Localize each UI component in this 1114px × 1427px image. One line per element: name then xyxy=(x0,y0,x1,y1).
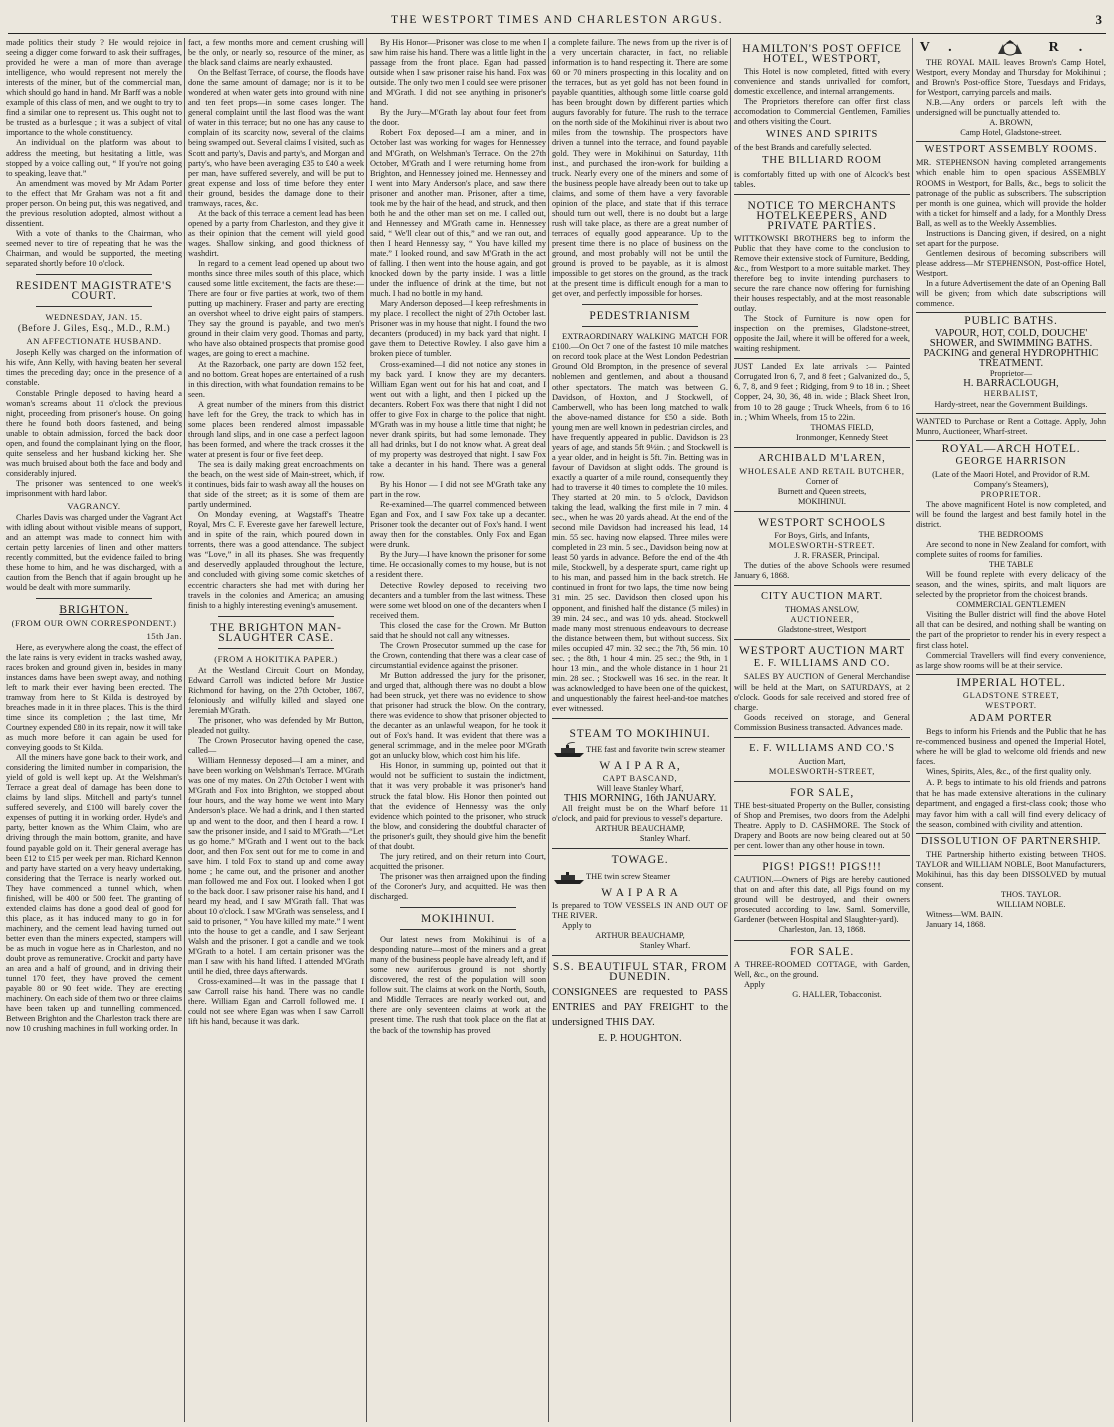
advert-text: Commercial Travellers will find every convenience, as large show rooms will be at their service. xyxy=(916,651,1106,675)
advert-towage xyxy=(552,849,728,955)
court-date: WEDNESDAY, JAN. 15. xyxy=(45,312,143,323)
section-heading: RESIDENT MAGISTRATE'S COURT. xyxy=(15,280,173,303)
section-rule xyxy=(36,598,152,599)
section-heading: MOKIHINUI. xyxy=(420,913,496,926)
advert-subheading: WINES AND SPIRITS xyxy=(765,129,879,141)
advert-heading: TOWAGE. xyxy=(611,854,669,867)
article-paragraph: An amendment was moved by Mr Adam Porter to the effect that Mr Graham was not a fit and proper person. On being put, this was negatived, and the previous resolution adopted, almost without a dissentient. xyxy=(6,178,182,228)
advert-text: MOLESWORTH-STREET, xyxy=(768,766,876,776)
column-6 xyxy=(916,38,1106,1422)
advert-heading: HAMILTON'S POST OFFICE HOTEL, WESTPORT, xyxy=(742,43,902,66)
article-paragraph: The Crown Prosecutor summed up the case for the Crown, contending that there was a clear case of circumstantial evidence against the prisoner. xyxy=(370,640,546,670)
column-divider xyxy=(548,38,549,1422)
advert-text: Corner of xyxy=(805,476,839,486)
article-paragraph: By his Honor — I did not see M'Grath take any part in the row. xyxy=(370,480,546,500)
article-paragraph: The prisoner, who was defended by Mr Button, pleaded not guilty. xyxy=(188,716,364,736)
advert-hamiltons-hotel xyxy=(734,38,910,195)
advert-heading: FOR SALE. xyxy=(789,945,855,958)
article-paragraph: The jury retired, and on their return into Court, acquitted the prisoner. xyxy=(370,851,546,871)
article-paragraph: The sea is daily making great encroachments on the beach, on the west side of Main-street, which, if it continues, bids fair to wash away all the houses on that side of the street; as it is some of them are partly undermined. xyxy=(188,459,364,510)
column-5 xyxy=(734,38,910,1422)
advert-mclaren-butcher xyxy=(734,448,910,512)
article-paragraph: Re-examined—The quarrel commenced between Egan and Fox, and I saw Fox take up a decanter. Prisoner took the decanter out of Fox's hand. I went away then for the constables. Only Fox and Egan were drunk. xyxy=(370,500,546,550)
advert-text: Hardy-street, near the Government Buildings. xyxy=(916,400,1106,414)
steamship-icon xyxy=(552,742,586,758)
article-paragraph: made politics their study ? He would rejoice in seeing a digger come forward to ask their suffrages, provided he were a man of more than average intelligence, who would represent not merely the interests of the miner, but of the commercial man, which should go hand in hand. Mr Barff was a noble example of this class of men, and we ought to try to find a similar one to represent us. This ought not to be trusted as a burlesque ; it was a subject of vital importance to the whole constituency. xyxy=(6,38,182,138)
advert-text: A. P. begs to intimate to his old friends and patrons that he has made extensive alterations in the culinary department, and engaged a first-class cook; those who may favor him with a call will find every delicacy of the season, combined with civility and attention. xyxy=(916,777,1106,834)
advert-heading: S.S. BEAUTIFUL STAR, FROM DUNEDIN. xyxy=(552,960,728,983)
advert-notice-to-merchants xyxy=(734,195,910,360)
section-rule xyxy=(218,616,334,617)
advert-text: AUCTIONEER, xyxy=(790,615,854,625)
column-divider xyxy=(184,38,185,1422)
advert-signature: A. BROWN, xyxy=(989,118,1033,128)
section-rule xyxy=(400,929,516,930)
ship-name: W A I P A R A xyxy=(601,886,679,899)
section-rule xyxy=(218,648,334,649)
advert-text: Burnett and Queen streets, xyxy=(777,486,867,496)
advert-text: Begs to inform his Friends and the Public that he has re-commenced business and opened the Imperial Hotel, where he will be glad to welcome old friends and new faces. xyxy=(916,726,1106,766)
article-paragraph: By the Jury—I have known the prisoner for some time. He occasionally comes to my house, but is not a resident there. xyxy=(370,550,546,580)
article-paragraph: Mr Button addressed the jury for the prisoner, and urged that, although there was no doubt a blow had been struck, yet there was no evidence to show that prisoner had struck the blow. On the contrary, there was evidence to show that prisoner objected to the decanter as an unlawful weapon, for he took it out of Fox's hand. It was evident that there was a general scrimmage, and in the melee poor M'Grath got an unlucky blow, which cost him his life. xyxy=(370,670,546,761)
advert-text: Apply to xyxy=(562,920,592,930)
advert-text: MOKIHINUI. xyxy=(798,496,846,506)
article-paragraph: This closed the case for the Crown. Mr Button said that he should not call any witnesses. xyxy=(370,620,546,640)
article-paragraph: In regard to a cement lead opened up about two months since three miles south of this place, which caused some little excitement, the facts are these:—There are four or five parties at work, two of them putting up machinery. Fraser and party are erecting an overshot wheel to drive eight pairs of stampers. They say the ground is payable, and two men's ground in their claim very good. Thomas and party, who have also obtained prospects that promise good wages, are going to erect a machine. xyxy=(188,259,364,359)
advert-text: Apply xyxy=(744,979,765,989)
steamship-icon xyxy=(552,869,586,885)
advert-text: N.B.—Any orders or parcels left with the undersigned will be punctually attended to. xyxy=(916,98,1106,118)
advert-heading: ARCHIBALD M'LAREN, xyxy=(758,452,886,464)
article-paragraph: All the miners have gone back to their work, and considering the limited number in comparision, the yield of gold is well kept up. At the Welshman's Terrace a great deal of damage has been done to claims by land slips. Mitchell and party's tunnel suffered severely, and £100 will barely cover the expenses of putting it in working order. Hyde's and party, better known as the Whim Claim, who are driving through the main bottom, granite, and have found payable gold on it. Their general average has been £12 to £15 per week per man. Richard Kennon and party have started on a very heavy undertaking, considering that the Terrace is nearly worked out. They have commenced a tunnel which, when finished, will be 400 or 500 feet. The granting of extended claims has done a good deal of good for this place, as it has induced many to go in for machinery, and the cement lead having turned out better even than the miners expected, stampers will be as much in vogue here as in Charleston, and no doubt prove as remunerative. Crockit and party have an area and a half of ground, and in driving their tunnel 170 feet, they have proved the cement payable 80 or 90 feet wide. They are erecting machinery. On each side of them two or three claims have been taken up and tunnelling commenced. Between Brighton and the Charleston track there are now 10 crushing machines in full working order. In xyxy=(6,753,182,1034)
advert-text: Visiting the Buller district will find the above Hotel all that can be desired, and nothing shall be wanting on the part of the proprietor to render his in every respect a first class hotel. xyxy=(916,610,1106,650)
court-before: (Before J. Giles, Esq., M.D., R.M.) xyxy=(17,323,171,335)
advert-text: MR. STEPHENSON having completed arrangements which enable him to open spacious ASSEMBLY ROOMS in Westport, for Balls, &c., begs to solicit the patronage of the public as subscribers. The subscription per month is one guinea, which will provide the holder with a ticket for himself and a lady, for a Monthly Dress Ball, as well as to the Weekly Assemblies. xyxy=(916,158,1106,228)
article-paragraph: An individual on the platform was about to address the meeting, but hesitating a little, was stopped by a voice calling out, “ If you're not going to speaking, leave that.” xyxy=(6,138,182,178)
column-divider xyxy=(730,38,731,1422)
article-paragraph: On the Belfast Terrace, of course, the floods have done the same amount of damage; nor is it to be wondered at when water gets into ground with nine and ten feet props—in some cases longer. The general complaint until the last flood was the want of water in this terrace; but no one has any cause to complain of its scarcity now, several of the claims being swamped out. Several claims I visited, such as Scott and party's, Davis and party's, and Morgan and party's, who have been averaging £35 to £40 a week per man, have suffered severely, and will be put to great expense and loss of time before they enter their ground, besides the damage done to their tramways, races, &c. xyxy=(188,68,364,208)
advert-text: Goods received on storage, and General Commission Business transacted. Advances made. xyxy=(734,712,910,732)
advert-text: Wines, Spirits, Ales, &c., of the first quality only. xyxy=(926,767,1092,777)
section-rule xyxy=(36,274,152,275)
advert-text: of the best Brands and carefully selected. xyxy=(734,143,872,153)
advert-text: THE fast and favorite twin screw steamer xyxy=(586,745,726,755)
article-paragraph: At the back of this terrace a cement lead has been opened by a party from Charleston, and they give it as their opinion that the cement will yield good wages. Shallow sinking, and good thickness of washdirt. xyxy=(188,208,364,258)
advert-text: WESTPORT. xyxy=(985,700,1037,710)
article-paragraph: William Hennessy deposed—I am a miner, and have been working on Welshman's Terrace. M'Grath was one of my mates. On 27th October I went with M'Grath and Fox into Brighton, we stopped about four hours, and the way home we went into Mary Anderson's place. We had a drink, and I then started up and went to the door, and then I heard a row. I saw the prisoner inside, and I said to M'Grath—“Let us go home.” M'Grath and I went out to the back door, and then Fox sent out for me to come in and save him. I told Fox to stand up and come away home ; he came out, and the prisoner and another man followed me and Fox out. I looked when I got to the back door. I saw prisoner raise his hand, and I heard my head, and I saw M'Grath fall. That was about 10 o'clock. I saw M'Grath was senseless, and I said to prisoner, “ You have killed my mate.” I went into the house to get a candle, and I saw Serjeant Walsh and the prisoner. I got a candle and we took M'Grath to a hotel. I am certain prisoner was the man I saw with his hand lifted. I attended M'Grath until he died, three days afterwards. xyxy=(188,756,364,977)
column-4 xyxy=(552,38,728,1422)
advert-text: Is prepared to TOW VESSELS IN AND OUT OF THE RIVER. xyxy=(552,900,728,920)
advert-text: CAUTION.—Owners of Pigs are hereby cautioned that on and after this date, all Pigs found on my ground will be destroyed, and their owners prosecuted according to law. Saml. Somerville, Gardener (between Hospital and Slaughter-yard). xyxy=(734,875,910,925)
article-paragraph: The prisoner was sentenced to one week's imprisonment with hard labor. xyxy=(6,478,182,498)
advert-subheading: COMMERCIAL GENTLEMEN xyxy=(956,600,1066,610)
article-paragraph: fact, a few months more and cement crushing will be the only, or nearly so, resource of the miner, as the black sand claims are nearly exhausted. xyxy=(188,38,364,68)
advert-text: Witness—WM. BAIN. xyxy=(926,910,1003,920)
article-paragraph: With a vote of thanks to the Chairman, who seemed never to tire of repeating that he was the Chairman, and would be supported, the meeting separated shortly before 10 o'clock. xyxy=(6,228,182,269)
article-paragraph: Constable Pringle deposed to having heard a woman's screams about 11 o'clock the previous night, proceeding from prisoner's house. On going there he found both doors fastened, and being unable to obtain admission, forced the back door open, and found the complainant lying on the floor, quite senseless and her husband kicking her. She was much bruised about both the face and body and considerably injured. xyxy=(6,388,182,478)
advert-beautiful-star xyxy=(552,956,728,1048)
advert-text: WITTKOWSKI BROTHERS beg to inform the Public that they have come to the conclusion to Remove their extensive stock of Furniture, Bedding, &c., from Westport to a more suitable market. They therefore beg to invite intending purchasers to secure the rare chance now offering for furnishing their houses respectably, and at the most reasonable outlay. xyxy=(734,233,910,314)
article-paragraph: By the Jury—M'Grath lay about four feet from the door. xyxy=(370,108,546,128)
advert-text: This Hotel is now completed, fitted with every convenience and stands unrivalled for comfort, domestic excellence, and internal arrangements. xyxy=(734,67,910,97)
advert-signature: ARTHUR BEAUCHAMP, xyxy=(595,930,685,940)
advert-heading: PIGS! PIGS!! PIGS!!! xyxy=(762,861,882,874)
section-rule xyxy=(582,304,698,305)
page-number: 3 xyxy=(1095,12,1102,27)
advert-text: Are second to none in New Zealand for comfort, with complete suites of rooms for families. xyxy=(916,540,1106,560)
advert-subheading: THE BEDROOMS xyxy=(978,530,1044,540)
article-paragraph: Robert Fox deposed—I am a miner, and in October last was working for wages for Hennessey and M'Grath, on Welshman's Terrace. On the 27th October, M'Grath and I were returning home from Brighton, and Hennessey joined me. Hennessey and I went into Mary Anderson's place, and saw there prisoner and another man. Prisoner, after a time, took me by the hair of the head, and struck, and then both he and the other man set on me. I called out, and Hennessey and M'Grath came in. Hennessey said, “ We'll clear out of this,” and we ran out, and then I heard Hennessy say, “ You have killed my mate.” I looked round, and saw M'Grath in the act of falling. I then went into the house again, and got knocked down by the party inside. I was a little under the influence of drink at the time, but not much. I had no bottle in my hand. xyxy=(370,128,546,299)
advert-pigs-caution xyxy=(734,856,910,940)
article-paragraph: Here, as everywhere along the coast, the effect of the late rains is very evident in tracks washed away, races broken and ground given in, besides in many instances dams have been swept away, and nothing left to mark their ever having been erected. The tramway from here to St Kilda is destroyed by breaches made in it in three places. This is the third time since its completion ; the last time, Mr Courtney expended £80 in its repair, now it will take as much more before it can again be used for conveying goods to St Kilda. xyxy=(6,642,182,753)
royal-crest xyxy=(916,40,1106,56)
section-rule xyxy=(36,306,152,307)
advert-heading: WESTPORT SCHOOLS xyxy=(758,516,886,529)
advert-text: CONSIGNEES are requested to PASS ENTRIES and PAY FREIGHT to the undersigned THIS DAY. xyxy=(552,986,728,1028)
advert-place: Stanley Wharf. xyxy=(639,834,691,844)
advert-signature: G. HALLER, Tobacconist. xyxy=(792,989,882,999)
advert-text: Charleston, Jan. 13, 1868. xyxy=(778,925,866,935)
advert-heading: ROYAL—ARCH HOTEL. xyxy=(941,442,1081,455)
article-paragraph: EXTRAORDINARY WALKING MATCH FOR £100.—On Oct 7 one of the fastest 10 mile matches on record took place at the West London Pedestrian Ground Old Brompton, in the presence of several noblemen and gentlemen, and about a thousand other spectators. The match was between G. Davidson, of Hoxton, and J Stockwell, of Camberwell, who has been long matched to walk the above-named distance for £50 a side. Both young men are well known in pedestrian circles, and have frequently appeared in public. Davidson is 23 years of age, and stands 5ft 9½in. ; and Stockwell is a year older, and in height is 5ft. 7in. Betting was in favour of Davidson at slight odds. The ground is exactly a quarter of a mile round, consequently they had to traverse it 40 times to complete the 10 miles. They started at 20 min. to 5 o'clock, Davidson taking the lead, walking the first mile in 7 min. 4 sec., when he was 20 yards ahead. At the end of the second mile Davidson had increased his lead, 14 min. 55 sec. having now elapsed. Three miles were completed in 23 min. 5 sec., Davidson being now at least 50 yards in advance. Before the end of the 4th mile, Stockwell, by a desperate spurt, came right up to his man, and passed him in the back stretch. He continued in front for two laps, the time now being 31 min. 25 sec. Davidson then closed upon his opponent, and finished half the distance (5 miles) in 39 min. 24 sec., and was 10 yds. ahead. Stockwell made many most strenuous endeavours to decrease the distance between them, but without success. Six miles occupied 47 min. 32 sec.; the 7th, 56 min. 10 sec. ; the 8th, 1 hour 4 min. 25 sec.; the 9th, in 1 hour 13 min., and the whole distance in 1 hour 21 min. 28 sec. ; Stockwell was 16 sec. in the rear. It was acknowledged to have been one of the quickest, and unquestionably the fairest heel-and-toe matches ever witnessed. xyxy=(552,332,728,713)
crest-letter-v: V. xyxy=(919,40,972,56)
advert-heading: STEAM TO MOKIHINUI. xyxy=(569,728,711,741)
advert-text: (Late of the Maori Hotel, and Providor of R.M. Company's Steamers), xyxy=(932,469,1090,489)
article-paragraph: Our latest news from Mokihinui is of a desponding nature—most of the miners and a great many of the business people have already left, and if some new auriferous ground is not shortly discovered, the rest of the population will soon follow suit. The claims at work on the North, South, and Middle Terraces are nearly worked out, and there are only seventeen claims at work at the present time. The rush that took place on the flat at the back of the township has proved xyxy=(370,935,546,1035)
advert-heading: FOR SALE, xyxy=(789,786,855,799)
section-heading: PEDESTRIANISM xyxy=(589,310,691,323)
advert-text: All freight must be on the Wharf before 11 o'clock, and paid for previous to vessel's departure. xyxy=(552,804,728,824)
article-paragraph: Charles Davis was charged under the Vagrant Act with idling about without visible means of support, and an attempt was made to connect him with certain petty larcenies of linen and other matters recently committed, but the evidence failed to bring these home to him, and he was discharged, with a caution from the Bench that if again brought up he would be dealt with more summarily. xyxy=(6,513,182,593)
correspondent-line: (FROM OUR OWN CORRESPONDENT.) xyxy=(11,618,177,629)
advert-text: A THREE-ROOMED COTTAGE, with Garden, Well, &c., on the ground. xyxy=(734,959,910,979)
advert-text: The Stock of Furniture is now open for inspection on the premises, Gladstone-street, opposite the Jail, where it will be offered for a week, waiting reshipment. xyxy=(734,314,910,354)
advert-text: MOLESWORTH-STREET. xyxy=(768,541,876,551)
advert-text: HERBALIST, xyxy=(983,389,1039,399)
advert-text: THOMAS ANSLOW, xyxy=(785,605,859,615)
advert-text: For Boys, Girls, and Infants, xyxy=(774,530,870,540)
advert-signature: WILLIAM NOBLE. xyxy=(996,900,1066,910)
article-paragraph: Detective Rowley deposed to receiving two decanters and a tumbler from the last witness. These were some wet blood on one of the decanters when I received them. xyxy=(370,580,546,620)
advert-signature: THOMAS FIELD, xyxy=(810,422,874,432)
article-paragraph: Mary Anderson deposed—I keep refreshments in my place. I recollect the night of 27th October last. Prisoner was in my house that night. I found the two decanters (produced) in my back yard that night. I gave them to Detective Rowley. I also gave him a broken piece of tumbler. xyxy=(370,299,546,359)
advert-just-landed xyxy=(734,359,910,447)
masthead-rule xyxy=(8,33,1106,34)
source-line: (FROM A HOKITIKA PAPER.) xyxy=(214,653,338,664)
article-paragraph: a complete failure. The news from up the river is of a very uncertain character, in fact, no reliable information is to hand respecting it. There are some 60 or 70 miners prospecting in this locality and on the terraces, but as yet gold has not been found in payable quantities, although some little coarse gold has been brought down by different parties which augurs favorably for future. The rush to the terrace on the north side of the Mokihinui river is about two miles from the township. The prospectors have driven a tunnel into the terrace, and found payable gold. They were in Mokihinui on Saturday, 11th inst., and purchased the iron-work for building a truck. Nearly every one of the miners and some of the business people have already been out to take up claims, and some of them have a very favorable opinion of the place, and state that if this terrace should turn out well, there is no doubt but a large rush will take place, as there are a great number of terraces of equally good appearance. Up to the present time there is no place of business on the ground, and most probably will not be until the ground is proved to be payable, as it is almost impossible to get stores on the ground, as the track at the present time is difficult enough for a man to get over, and perfectly impossible for horses. xyxy=(552,38,728,299)
advert-heading: IMPERIAL HOTEL. xyxy=(956,676,1066,689)
advert-subheading: GEORGE HARRISON xyxy=(955,455,1067,467)
advert-westport-auction-mart xyxy=(734,640,910,737)
advert-text: THE ROYAL MAIL leaves Brown's Camp Hotel, Westport, every Monday and Thursday for Mokihinui ; and Brown's Post-office Store, Tuesdays and Fridays, for Westport, carrying parcels and mails. xyxy=(916,58,1106,98)
column-divider xyxy=(366,38,367,1422)
advert-heading: PUBLIC BATHS. xyxy=(964,315,1058,328)
advert-text: The duties of the above Schools were resumed January 6, 1868. xyxy=(734,561,910,581)
advert-heading: CITY AUCTION MART. xyxy=(761,591,883,603)
column-3 xyxy=(370,38,546,1422)
advert-heading: WESTPORT ASSEMBLY ROOMS. xyxy=(924,144,1098,156)
column-1 xyxy=(6,38,182,1422)
advert-text: THE Partnership hitherto existing between THOS. TAYLOR and WILLIAM NOBLE, Boot Manufacturers, Mokihinui, has this day been DISSOLVED by mutual consent. xyxy=(916,850,1106,890)
advert-text: THIS MORNING, 16th JANUARY. xyxy=(563,793,717,805)
advert-subheading: ADAM PORTER xyxy=(969,712,1053,724)
advert-text: WANTED to Purchase or Rent a Cottage. Apply, John Munro, Auctioneer, Wharf-street. xyxy=(916,414,1106,441)
article-paragraph: Cross-examined—I did not notice any stones in my back yard. I know they are my decanters. William Egan went out for his hat and coat, and I went out with a light, and then I picked up the decanters. Robert Fox was there that night I did not offer to give Fox in charge to the police that night. M'Grath was in my house a little time that night; he never drank spirits, but had some lemonade. They all had drinks, but I do not know what. A great deal of my property was destroyed that night. I saw Fox take a decanter in his hand. There was a general row. xyxy=(370,359,546,480)
advert-text: In a future Advertisement the date of an Opening Ball will be given; from which date subscriptions will commence. xyxy=(916,279,1106,313)
advert-subheading: E. F. WILLIAMS AND CO. xyxy=(753,658,891,670)
advert-for-sale-property xyxy=(734,782,910,856)
advert-text: Auction Mart, xyxy=(798,756,846,766)
advert-text: January 14, 1868. xyxy=(926,920,986,930)
newspaper-title: THE WESTPORT TIMES AND CHARLESTON ARGUS. xyxy=(391,14,723,26)
advert-subheading: WHOLESALE AND RETAIL BUTCHER, xyxy=(739,466,905,476)
advert-text: H. BARRACLOUGH, xyxy=(963,378,1059,390)
article-paragraph: Cross-examined—It was in the passage that I saw Carroll raise his hand. There was no candle there. William Egan and Carroll followed me. I could not see where Egan was when I saw Carroll lift his hand, because it was dark. xyxy=(188,977,364,1027)
advert-heading: NOTICE TO MERCHANTS HOTELKEEPERS, AND PRIVATE PARTIES. xyxy=(747,199,897,232)
advert-text: THE twin screw Steamer xyxy=(586,871,671,881)
advert-place: Camp Hotel, Gladstone-street. xyxy=(916,128,1106,142)
advert-text: PROPRIETOR. xyxy=(980,489,1042,499)
ship-name: W A I P A R A, xyxy=(599,760,681,773)
advert-heading: DISSOLUTION OF PARTNERSHIP. xyxy=(920,836,1102,848)
masthead xyxy=(0,0,1114,36)
advert-text: SALES BY AUCTION of General Merchandise will be held at the Mart, on SATURDAYS, at 2 o'clock. Goods for sale received and stored free of charge. xyxy=(734,672,910,712)
column-divider xyxy=(912,38,913,1422)
advert-text: VAPOUR, HOT, COLD, DOUCHE' SHOWER, and SWIMMING BATHS. xyxy=(929,328,1093,350)
advert-text: Will leave Stanley Wharf, xyxy=(596,784,684,794)
dateline: 15th Jan. xyxy=(146,630,182,641)
article-paragraph: By His Honor—Prisoner was close to me when I saw him raise his hand. There was a little light in the passage from the front place. Egan had passed outside when I saw prisoner raise his hand. Fox was outside. The only two men I could see were prisoner and M'Grath. I did not see anything in prisoner's hand. xyxy=(370,38,546,108)
advert-text: The Proprietors therefore can offer first class accomodation to Commercial Gentlemen, Families and others visiting the Court. xyxy=(734,97,910,127)
advert-place: Stanley Wharf. xyxy=(639,940,691,950)
royal-coat-of-arms-icon xyxy=(995,40,1025,56)
article-paragraph: The prisoner was then arraigned upon the finding of the Coroner's Jury, and acquitted. He was then discharged. xyxy=(370,871,546,901)
advert-text: THE best-situated Property on the Buller, consisting of Shop and Premises, two doors from the Adelphi Theatre. Apply to D. CASHMORE. The Stock of Drapery and Boots are now being cleared out at 50 per cent. lower than any other house in town. xyxy=(734,800,910,851)
advert-place: Ironmonger, Kennedy Steet xyxy=(795,432,889,442)
captain-name: CAPT BASCAND, xyxy=(602,774,678,784)
article-paragraph: A great number of the miners from this district have left for the Grey, the track to which has in some places been rendered almost impassable through land slips, and in one case a perfect lagoon has been formed, and where the track crosses it the water at present is four or five feet deep. xyxy=(188,399,364,459)
advert-city-auction-mart xyxy=(734,586,910,640)
ad-rule xyxy=(552,718,728,719)
article-paragraph: His Honor, in summing up, pointed out that it would not be sufficient to sustain the indictment, that it was very probable it was prisoner's hand struck the fatal blow. His Honor then pointed out that the evidence of Hennessy was the only evidence which pointed to the prisoner, who struck the blow, and considering the doubtful character of the prisoner's guilt, they should give him the benefit of that doubt. xyxy=(370,761,546,851)
advert-for-sale-cottage xyxy=(734,941,910,1004)
advert-text: J. R. FRASER, Principal. xyxy=(794,551,880,561)
article-paragraph: The Crown Prosecutor having opened the case, called— xyxy=(188,736,364,756)
section-heading: BRIGHTON. xyxy=(59,604,129,617)
advert-signature: E. P. HOUGHTON. xyxy=(598,1032,682,1044)
article-paragraph: Joseph Kelly was charged on the information of his wife, Ann Kelly, with having beaten her several times the preceding day; once in the presence of a constable. xyxy=(6,348,182,388)
article-paragraph: On Monday evening, at Wagstaff's Theatre Royal, Mrs C. F. Evereste gave her farewell lecture, and in spite of the rain, which poured down in torrents, there was a good attendance. The subject was “Love,” in all its phases. She was frequently and deservedly applauded throughout the lecture, and concluded with giving some comic sketches of eccentric characters she had met with during her travels in the colonies and America; an amusing finish to a highly interesting evening's amusement. xyxy=(188,510,364,610)
advert-steam-to-mokihinui xyxy=(552,723,728,849)
advert-text: is comfortably fitted up with one of Alcock's best tables. xyxy=(734,169,910,189)
advert-subheading: THE TABLE xyxy=(988,560,1034,570)
advert-signature: ARTHUR BEAUCHAMP, xyxy=(595,824,685,834)
advert-text: Instructions is Dancing given, if desired, on a night set apart for the purpose. xyxy=(916,228,1106,248)
advert-text: The above magnificent Hotel is now completed, and will be found the largest and best family hotel in the district. xyxy=(916,499,1106,529)
advert-text: JUST Landed Ex late arrivals :— Painted Corrugated Iron 6, 7, and 8 feet ; Galvanized do., 5, 6, 7, 8, and 9 feet ; Ridging, from 9 to 18 in. ; Sheet Copper, 24, 30, 36, 48 in. wide ; Black Sheet Iron, from 10 to 28 gauge ; Truck Wheels, from 6 to 16 in. ; Whim Wheels, from 15 to 22in. xyxy=(734,362,910,422)
advert-westport-schools xyxy=(734,512,910,586)
advert-subheading: THE BILLIARD ROOM xyxy=(762,155,882,167)
advert-heading: WESTPORT AUCTION MART xyxy=(739,645,905,658)
advert-text: Will be found replete with every delicacy of the season, and the wines, spirits, and malt liquors are selected by the proprietor from the choicest brands. xyxy=(916,570,1106,600)
column-2 xyxy=(188,38,364,1422)
crest-letter-r: R. xyxy=(1048,40,1103,56)
article-paragraph: At the Westland Circuit Court on Monday, Edward Carroll was indicted before Mr Justice Richmond for having, on the 27th October, 1867, feloniously and wilfully killed and slayed one Jeremiah M'Grath. xyxy=(188,665,364,715)
advert-text: PACKING and general HYDROPHTHIC TREATMENT. xyxy=(923,348,1099,370)
advert-williams-auction xyxy=(734,738,910,782)
advert-text: GLADSTONE STREET, xyxy=(962,690,1060,700)
advert-text: Gentlemen desirous of becoming subscribers will please address—Mr STEPHENSON, Post-office Hotel, Westport. xyxy=(916,248,1106,278)
advert-text: Gladstone-street, Westport xyxy=(777,625,867,635)
advert-signature: THOS. TAYLOR. xyxy=(1000,890,1062,900)
case-subheading: VAGRANCY. xyxy=(67,501,121,512)
case-subheading: AN AFFECTIONATE HUSBAND. xyxy=(26,336,162,347)
section-rule xyxy=(582,326,698,327)
advert-text: Proprietor— xyxy=(989,369,1033,379)
section-rule xyxy=(400,907,516,908)
article-paragraph: At the Razorback, one party are down 152 feet, and no bottom. Great hopes are entertained of a rush in this direction, with what foundation remains to be seen. xyxy=(188,359,364,399)
advert-heading: E. F. WILLIAMS AND CO.'S xyxy=(749,742,895,754)
section-heading: THE BRIGHTON MAN-SLAUGHTER CASE. xyxy=(210,621,342,644)
